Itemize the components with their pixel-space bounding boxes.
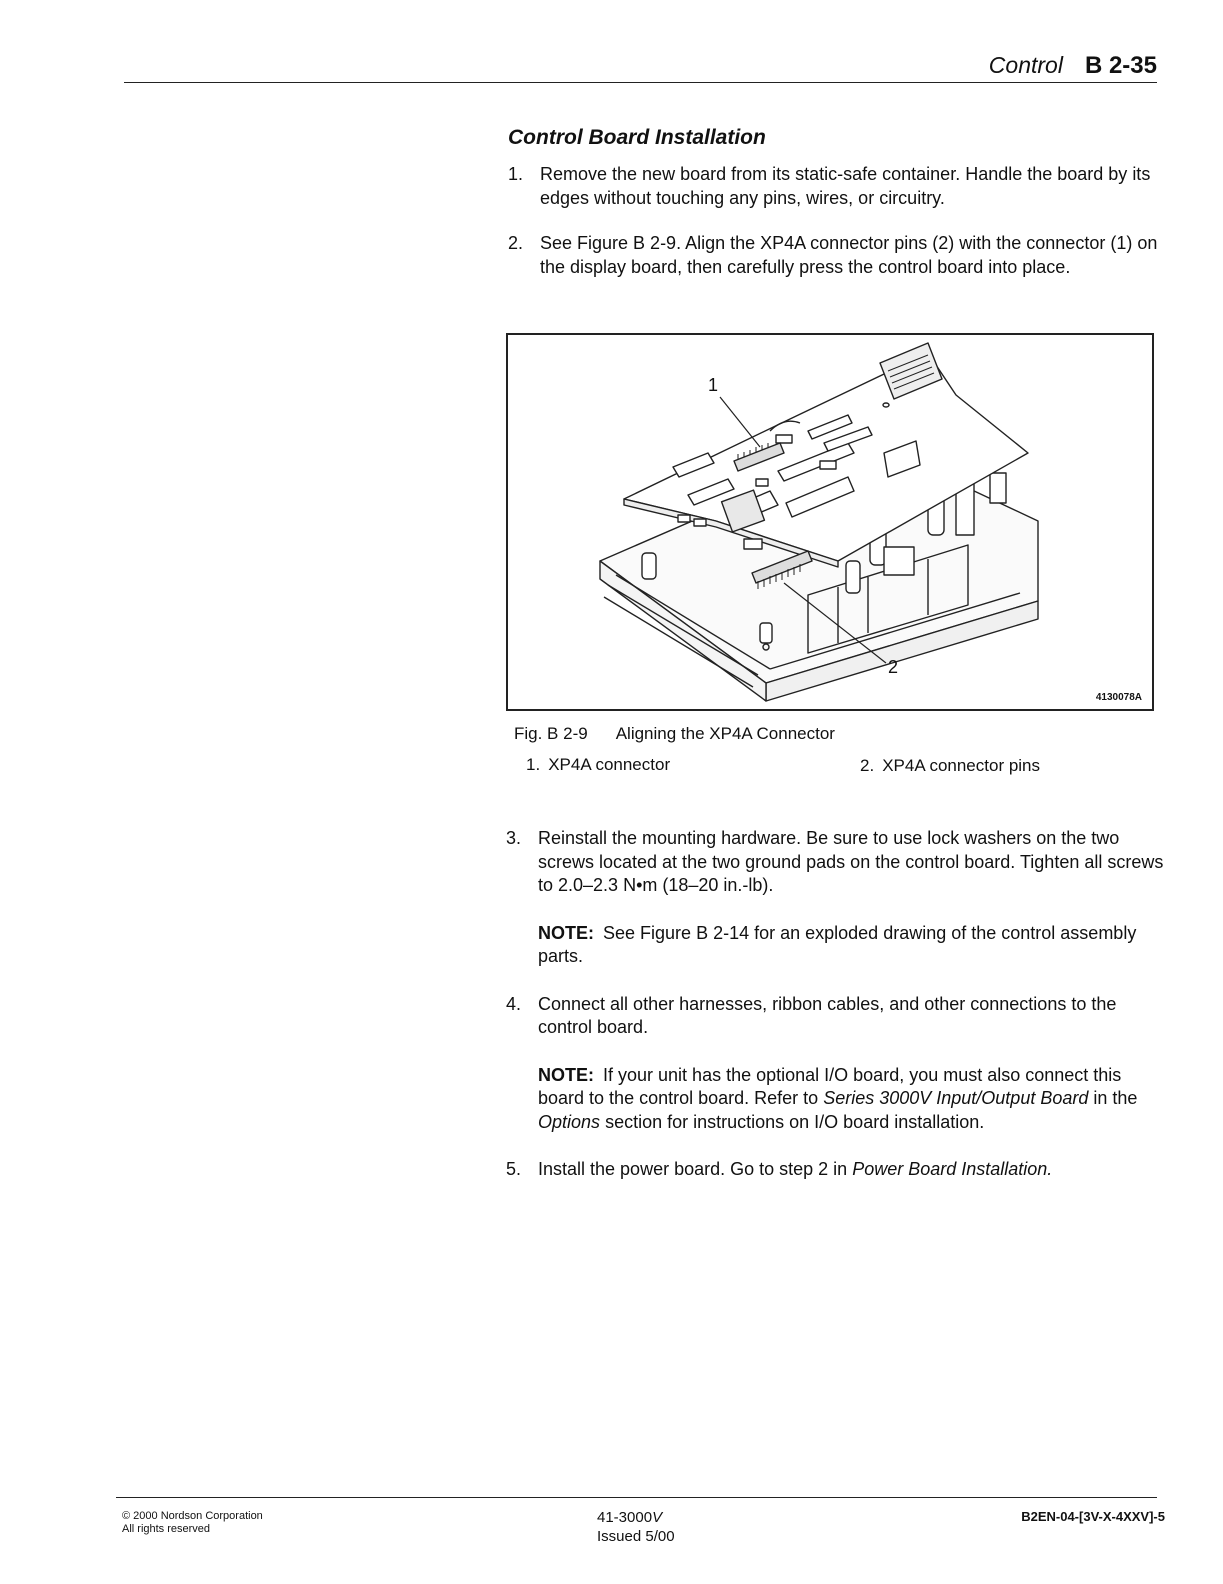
- legend-text: XP4A connector: [548, 755, 671, 774]
- footer-copyright: [122, 1510, 263, 1536]
- note-text: section for instructions on I/O board installation.: [605, 1111, 985, 1132]
- legend-text: XP4A connector pins: [882, 756, 1041, 775]
- doc-number: 41-3000: [597, 1509, 653, 1526]
- note-ref-title: Series 3000V Input/Output Board: [823, 1088, 1089, 1108]
- caption-number: Fig. B 2-9: [514, 724, 588, 743]
- section-title: Control Board Installation: [508, 126, 766, 149]
- doc-suffix: V: [652, 1509, 663, 1526]
- small-component: [678, 515, 690, 522]
- step-number: 4.: [506, 993, 522, 1014]
- page-header: [989, 52, 1157, 80]
- note-text: in the: [1093, 1088, 1138, 1108]
- legend-number: 2.: [860, 756, 875, 775]
- document-number: [597, 1508, 675, 1527]
- footer-document: [597, 1508, 675, 1546]
- small-component: [820, 461, 836, 469]
- callout-1: 1: [708, 375, 719, 395]
- figure-xp4a-alignment: [506, 333, 1154, 711]
- small-component: [756, 479, 768, 486]
- header-rule: [124, 82, 1157, 83]
- top-content: [508, 126, 1163, 279]
- section-name: Control: [988, 52, 1063, 78]
- note: [538, 1064, 1166, 1135]
- step-text: Connect all other harnesses, ribbon cables, and other connections to the control board.: [538, 993, 1117, 1037]
- note-label: NOTE:: [538, 922, 594, 943]
- caption-text: Aligning the XP4A Connector: [615, 724, 835, 743]
- step-ref: Power Board Installation.: [852, 1159, 1053, 1179]
- note-label: NOTE:: [538, 1064, 594, 1085]
- note-text: If your unit has the optional I/O board, you must also connect this board to the control board. Refer to: [538, 1064, 1122, 1108]
- step-text: See Figure B 2-9. Align the XP4A connector pins (2) with the connector (1) on the display board, then carefully press the control board into place.: [540, 233, 1158, 277]
- figure-caption: [514, 724, 835, 744]
- footer-rule: [116, 1497, 1157, 1498]
- step-text: Reinstall the mounting hardware. Be sure to use lock washers on the two screws located at the two ground pads on the control board. Tighten all screws to 2.0–2.3 N•m (18–20 in.-lb).: [538, 828, 1164, 895]
- small-component: [694, 519, 706, 526]
- step-3: [506, 827, 1166, 969]
- step-number: 3.: [506, 828, 522, 848]
- copyright-line: © 2000 Nordson Corporation: [122, 1510, 263, 1522]
- step-2: [508, 232, 1163, 279]
- step-number: 5.: [506, 1159, 522, 1179]
- rights-line: All rights reserved: [122, 1523, 211, 1535]
- issue-date: Issued 5/00: [597, 1528, 675, 1545]
- legend-item: [526, 755, 670, 775]
- standoff: [642, 553, 656, 579]
- board-illustration: [508, 335, 1152, 709]
- figure-id: 4130078A: [1095, 692, 1142, 703]
- callout-line-1: [720, 397, 760, 447]
- step-4: [506, 993, 1166, 1135]
- step-text: Install the power board. Go to step 2 in: [538, 1159, 848, 1179]
- note-ref-section: Options: [538, 1111, 601, 1132]
- ground-pad: [884, 547, 914, 575]
- standoff: [846, 561, 860, 593]
- latch: [990, 473, 1006, 503]
- note-text: See Figure B 2-14 for an exploded drawing of the control assembly parts.: [538, 922, 1137, 966]
- step-text: Remove the new board from its static-safe container. Handle the board by its edges without touching any pins, wires, or circuitry.: [540, 164, 1151, 208]
- legend-item: [860, 756, 1040, 776]
- small-component: [744, 539, 762, 549]
- step-5: [506, 1158, 1166, 1182]
- step-number: 1.: [508, 164, 524, 184]
- step-number: 2.: [508, 233, 524, 253]
- callout-2: 2: [888, 657, 899, 677]
- lower-content: [506, 827, 1166, 1182]
- step-1: [508, 163, 1163, 210]
- page-number: B 2-35: [1084, 52, 1157, 79]
- small-component: [776, 435, 792, 443]
- standoff: [760, 623, 772, 643]
- note: [538, 922, 1166, 969]
- legend-number: 1.: [526, 755, 541, 774]
- footer-code: B2EN-04-[3V-X-4XXV]-5: [1021, 1509, 1165, 1524]
